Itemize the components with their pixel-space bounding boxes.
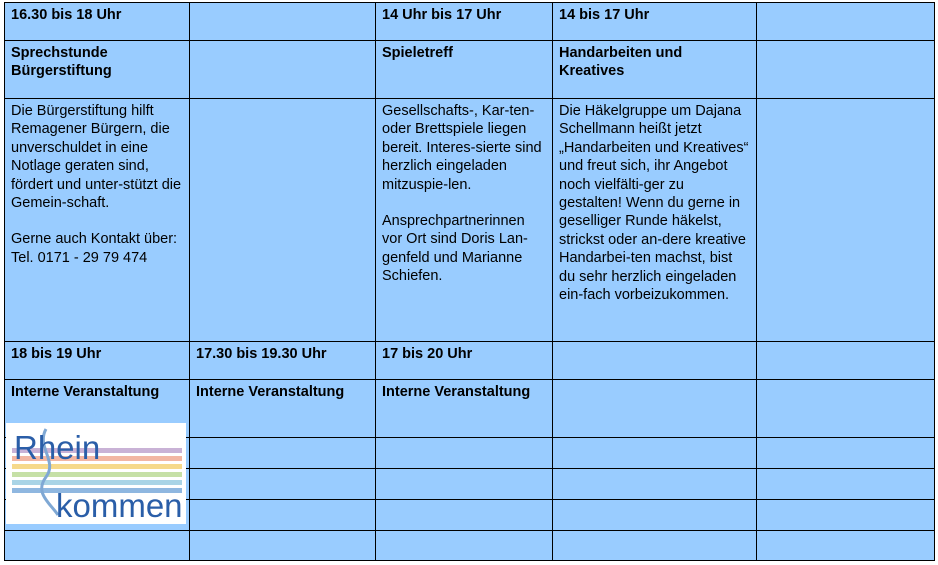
empty-cell <box>757 3 935 41</box>
time-cell: 16.30 bis 18 Uhr <box>5 3 190 41</box>
logo-stripe <box>12 472 182 477</box>
empty-cell <box>553 531 757 561</box>
logo-word-kommen: kommen <box>56 487 183 524</box>
paragraph-gap <box>382 194 546 212</box>
time-cell: 14 bis 17 Uhr <box>553 3 757 41</box>
empty-cell <box>757 41 935 99</box>
empty-cell <box>757 500 935 531</box>
event-description-cell <box>5 99 190 342</box>
table-row <box>5 99 935 342</box>
empty-cell <box>553 469 757 500</box>
empty-cell <box>190 41 376 99</box>
empty-cell <box>376 469 553 500</box>
empty-cell <box>190 531 376 561</box>
empty-cell <box>376 531 553 561</box>
event-description: Die Häkelgruppe um Dajana Schellmann heißt jetzt „Handarbeiten und Kreatives“ und freut sich, ihr Angebot noch vielfälti-ger zu gestalten! Wenn du gerne in geselliger Runde häkelst, strickst oder an-dere kreative Handarbei-ten machst, bist du sehr herzlich eingeladen ein-fach vorbeizukommen. <box>559 103 749 304</box>
empty-cell <box>190 500 376 531</box>
event-description-cell <box>553 99 757 342</box>
event-title: Interne Veranstaltung <box>190 380 376 438</box>
empty-cell <box>757 99 935 342</box>
empty-cell <box>190 469 376 500</box>
empty-cell <box>376 438 553 469</box>
event-description-cell <box>376 99 553 342</box>
empty-cell <box>757 438 935 469</box>
rheinkommen-logo <box>6 423 186 524</box>
empty-cell <box>190 438 376 469</box>
empty-cell <box>190 99 376 342</box>
phone-number: Tel. 0171 - 29 79 474 <box>11 249 148 266</box>
empty-cell <box>553 500 757 531</box>
empty-cell <box>553 342 757 380</box>
time-cell: 18 bis 19 Uhr <box>5 342 190 380</box>
event-description: Die Bürgerstiftung hilft Remagener Bürgern, die unverschuldet in eine Notlage geraten sind, fördert und unter-stützt die Gemein-schaft. <box>11 103 182 212</box>
table-row <box>5 342 935 380</box>
empty-cell <box>553 380 757 438</box>
event-title: Spieletreff <box>376 41 553 99</box>
table-row <box>5 531 935 561</box>
time-cell: 14 Uhr bis 17 Uhr <box>376 3 553 41</box>
logo-stripe <box>12 480 182 485</box>
empty-cell <box>757 342 935 380</box>
empty-cell <box>5 531 190 561</box>
empty-cell <box>757 380 935 438</box>
empty-cell <box>190 3 376 41</box>
empty-cell <box>553 438 757 469</box>
table-row <box>5 41 935 99</box>
logo-word-rhein: Rhein <box>14 429 101 466</box>
paragraph-gap <box>11 212 183 230</box>
table-row <box>5 3 935 41</box>
time-cell: 17 bis 20 Uhr <box>376 342 553 380</box>
empty-cell <box>376 500 553 531</box>
empty-cell <box>757 531 935 561</box>
event-title: Interne Veranstaltung <box>5 380 190 438</box>
event-title: Handarbeiten und Kreatives <box>553 41 757 99</box>
event-title: Interne Veranstaltung <box>376 380 553 438</box>
rheinkommen-logo-graphic <box>6 423 186 524</box>
time-cell: 17.30 bis 19.30 Uhr <box>190 342 376 380</box>
contact-persons: Ansprechpartnerinnen vor Ort sind Doris Lan-genfeld und Marianne Schiefen. <box>382 213 528 285</box>
empty-cell <box>757 469 935 500</box>
event-title: Sprechstunde Bürgerstiftung <box>5 41 190 99</box>
event-description: Gesellschafts-, Kar-ten- oder Brettspiele liegen bereit. Interes-sierte sind herzlich eingeladen mitzuspie-len. <box>382 103 542 193</box>
contact-intro: Gerne auch Kontakt über: <box>11 231 178 248</box>
